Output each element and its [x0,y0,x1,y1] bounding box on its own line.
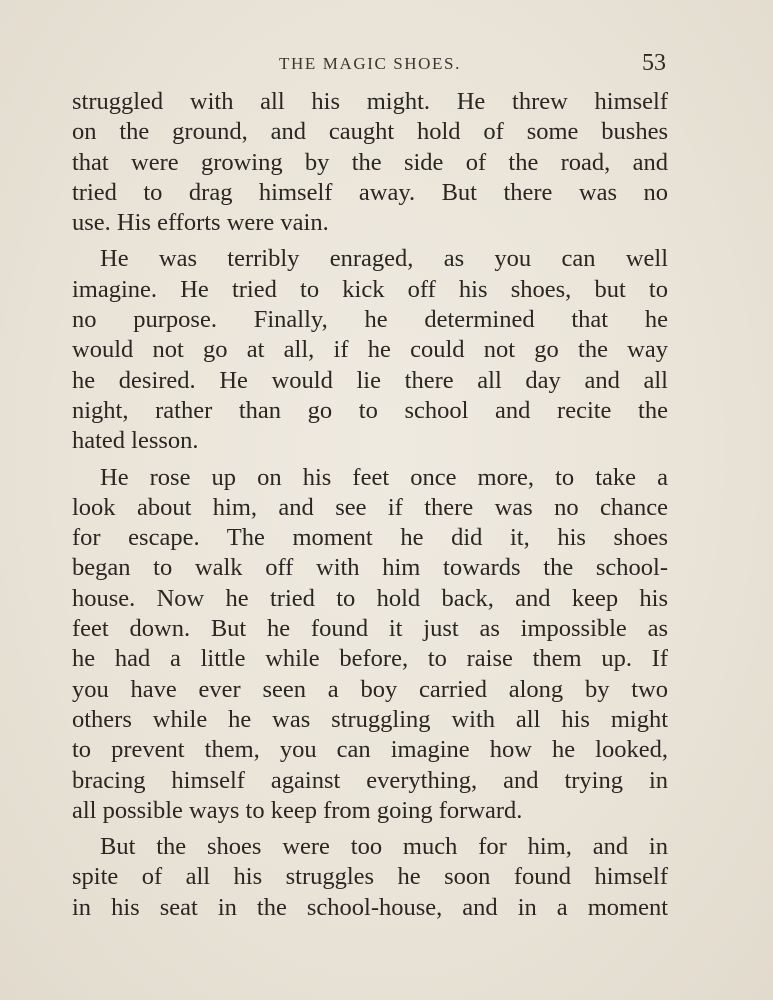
text-line: hated lesson. [72,427,199,455]
text-line: He rose up on his feet once more, to take a [100,463,668,491]
body-text [72,87,668,923]
text-line: for escape. The moment he did it, his shoes [72,524,668,552]
text-line: began to walk off with him towards the school- [72,554,668,582]
text-line: imagine. He tried to kick off his shoes, but to [72,275,668,303]
running-head [72,52,668,78]
text-line: he desired. He would lie there all day and all [72,366,668,394]
text-line: in his seat in the school-house, and in a moment [72,893,668,921]
text-line: all possible ways to keep from going forward. [72,796,523,824]
running-title: THE MAGIC SHOES. [279,54,461,73]
text-line: He was terribly enraged, as you can well [100,245,668,273]
text-line: spite of all his struggles he soon found himself [72,863,668,891]
text-line: But the shoes were too much for him, and in [100,833,668,861]
text-line: on the ground, and caught hold of some bushes [72,118,668,146]
text-line: no purpose. Finally, he determined that he [72,306,668,334]
text-line: that were growing by the side of the road, and [72,148,668,176]
text-line: house. Now he tried to hold back, and keep his [72,584,668,612]
text-line: would not go at all, if he could not go the way [72,336,668,364]
text-line: bracing himself against everything, and trying in [72,766,668,794]
text-line: to prevent them, you can imagine how he looked, [72,736,668,764]
text-line: feet down. But he found it just as impossible as [72,615,668,643]
text-line: night, rather than go to school and recite the [72,396,668,424]
text-line: use. His efforts were vain. [72,209,329,237]
text-line: you have ever seen a boy carried along by two [72,675,668,703]
text-line: others while he was struggling with all his might [72,705,668,733]
text-line: he had a little while before, to raise them up. If [72,645,668,673]
text-line: struggled with all his might. He threw himself [72,88,668,115]
text-line: tried to drag himself away. But there was no [72,178,668,206]
page-number: 53 [642,50,666,76]
text-line: look about him, and see if there was no chance [72,493,668,521]
